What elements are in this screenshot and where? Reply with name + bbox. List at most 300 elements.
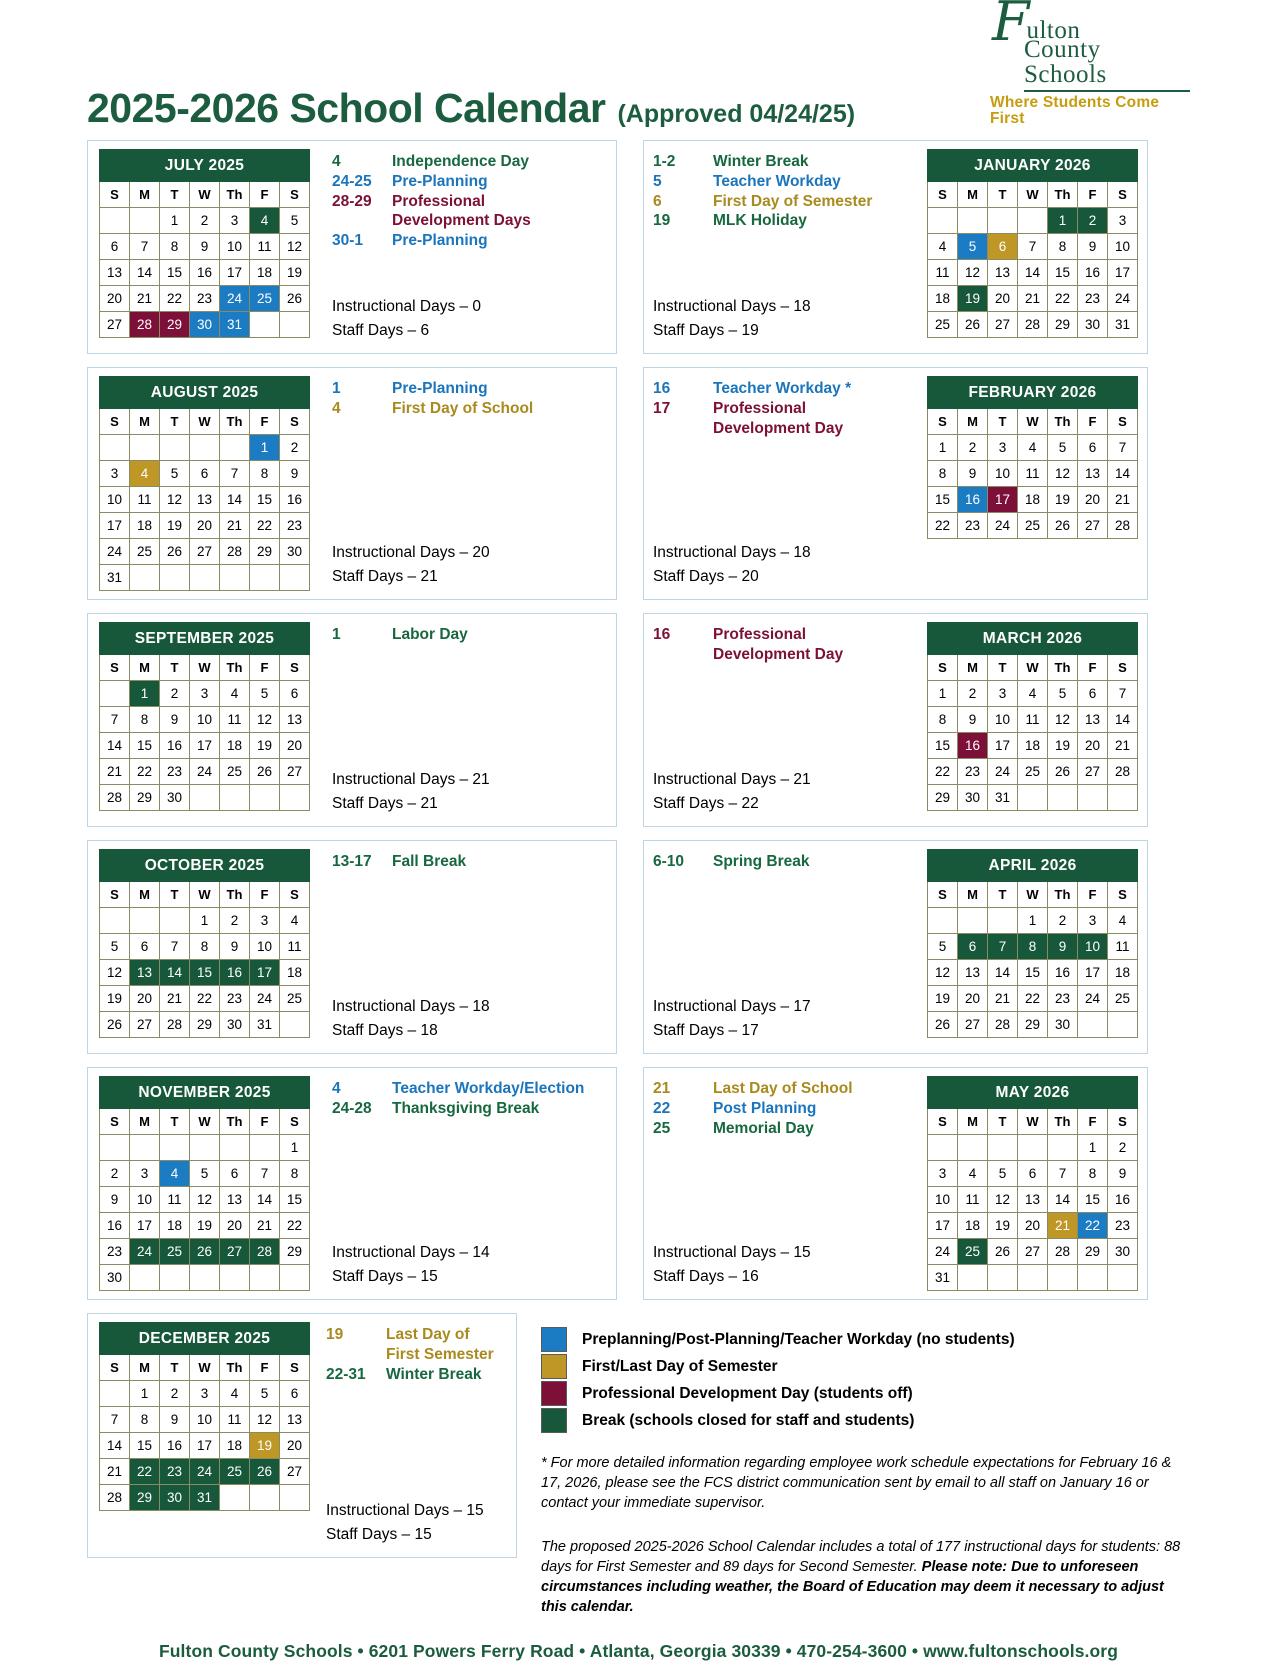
day-cell: 1 (928, 681, 958, 707)
event-label: Development Days (392, 212, 531, 230)
staff-days: Staff Days – 15 (326, 1525, 432, 1543)
event-list (332, 1079, 607, 1119)
day-cell: 11 (130, 487, 160, 513)
instructional-days: Instructional Days – 18 (653, 297, 811, 315)
legend-and-notes (541, 1313, 1190, 1617)
day-counts (653, 1241, 915, 1291)
event-dates (326, 1345, 386, 1365)
day-cell: 30 (190, 312, 220, 338)
day-of-week-header: M (958, 882, 988, 908)
event-label: Post Planning (713, 1099, 817, 1117)
page-footer: Fulton County Schools • 6201 Powers Ferry Road • Atlanta, Georgia 30339 • 470-254-3600 • www.fultonschools.org (158, 1641, 1119, 1661)
day-cell: 25 (220, 1459, 250, 1485)
day-cell: 18 (1108, 960, 1138, 986)
day-cell: 16 (958, 487, 988, 513)
month-calendar (99, 1322, 310, 1549)
day-cell: 28 (100, 1485, 130, 1511)
day-of-week-row (928, 182, 1138, 208)
day-cell: 8 (250, 461, 280, 487)
day-of-week-header: W (1018, 409, 1048, 435)
day-cell: 24 (130, 1239, 160, 1265)
day-counts (326, 1499, 507, 1549)
day-cell: 24 (988, 513, 1018, 539)
event-dates: 28-29 (332, 192, 372, 210)
week-row (100, 707, 310, 733)
event-dates: 4 (332, 1080, 341, 1097)
day-cell: 5 (160, 461, 190, 487)
day-cell: 11 (928, 260, 958, 286)
day-cell: 13 (1078, 707, 1108, 733)
day-of-week-header: S (928, 1109, 958, 1135)
month-notes (653, 149, 915, 345)
day-cell: 30 (280, 539, 310, 565)
page-title: 2025-2026 School Calendar (87, 85, 606, 131)
day-cell (250, 565, 280, 591)
day-cell: 26 (1048, 759, 1078, 785)
day-cell: 11 (1108, 934, 1138, 960)
day-of-week-header: Th (220, 182, 250, 208)
day-cell (130, 435, 160, 461)
day-cell: 21 (100, 1459, 130, 1485)
day-cell: 4 (250, 208, 280, 234)
event-dates (332, 211, 392, 231)
day-cell: 29 (190, 1012, 220, 1038)
day-cell: 22 (928, 513, 958, 539)
month-table (99, 1076, 310, 1291)
day-counts (332, 768, 607, 818)
instructional-days: Instructional Days – 20 (332, 543, 490, 561)
month-notes (332, 149, 607, 345)
day-cell: 4 (130, 461, 160, 487)
week-row (928, 934, 1138, 960)
week-row (100, 1433, 310, 1459)
staff-days: Staff Days – 21 (332, 794, 438, 812)
day-cell (928, 908, 958, 934)
day-cell: 30 (958, 785, 988, 811)
day-cell: 13 (190, 487, 220, 513)
day-of-week-header: Th (220, 882, 250, 908)
day-cell: 22 (190, 986, 220, 1012)
day-cell: 5 (250, 681, 280, 707)
day-cell: 28 (1108, 759, 1138, 785)
day-of-week-row (928, 1109, 1138, 1135)
day-cell: 27 (958, 1012, 988, 1038)
day-cell: 10 (928, 1187, 958, 1213)
day-of-week-header: F (250, 409, 280, 435)
day-cell: 8 (1018, 934, 1048, 960)
week-row (100, 1012, 310, 1038)
day-cell: 29 (1078, 1239, 1108, 1265)
day-cell: 23 (160, 1459, 190, 1485)
event-dates: 24-28 (332, 1099, 372, 1117)
day-cell: 17 (1108, 260, 1138, 286)
footnote-bold-text: Please note: Due to unforeseen circumstances including weather, the Board of Education may deem it necessary to adjust this calendar. (541, 1559, 1164, 1615)
legend (541, 1327, 1190, 1433)
day-cell: 7 (250, 1161, 280, 1187)
month-title: DECEMBER 2025 (100, 1323, 310, 1355)
event-dates: 16 (653, 380, 671, 397)
day-cell: 31 (220, 312, 250, 338)
day-of-week-header: F (1078, 409, 1108, 435)
day-of-week-header: W (1018, 1109, 1048, 1135)
day-cell: 1 (928, 435, 958, 461)
day-of-week-header: S (100, 182, 130, 208)
day-cell: 8 (130, 707, 160, 733)
day-cell: 13 (100, 260, 130, 286)
event-dates: 13-17 (332, 853, 372, 870)
day-of-week-header: S (1108, 655, 1138, 681)
day-cell (280, 785, 310, 811)
day-cell: 18 (130, 513, 160, 539)
week-row (100, 1213, 310, 1239)
day-of-week-header: W (190, 882, 220, 908)
day-cell: 8 (1078, 1161, 1108, 1187)
day-cell: 16 (1078, 260, 1108, 286)
event-dates: 5 (653, 172, 662, 190)
day-cell: 21 (1108, 487, 1138, 513)
month-table (99, 622, 310, 811)
week-row (100, 733, 310, 759)
day-of-week-header: S (928, 409, 958, 435)
event-label: Professional (713, 399, 807, 417)
day-cell: 3 (190, 1381, 220, 1407)
day-cell: 8 (190, 934, 220, 960)
week-row (100, 1407, 310, 1433)
event-row (332, 625, 607, 645)
event-label: Last Day of (386, 1326, 470, 1343)
day-of-week-header: W (190, 1109, 220, 1135)
week-row (100, 565, 310, 591)
day-of-week-row (100, 655, 310, 681)
month-section (87, 140, 617, 354)
blue-swatch (541, 1327, 567, 1352)
day-cell: 29 (130, 1485, 160, 1511)
day-cell (958, 208, 988, 234)
week-row (928, 1161, 1138, 1187)
footnote-february-workday: * For more detailed information regarding employee work schedule expectations for February 16 & 17, 2026, please see the FCS district communication sent by email to all staff on January 16 or contact your immediate supervisor. (541, 1455, 1172, 1511)
day-of-week-header: F (250, 182, 280, 208)
staff-days: Staff Days – 21 (332, 567, 438, 585)
day-cell: 6 (280, 1381, 310, 1407)
day-of-week-header: T (160, 882, 190, 908)
day-cell (220, 1265, 250, 1291)
month-notes (653, 376, 915, 591)
day-cell: 27 (1078, 513, 1108, 539)
day-of-week-header: F (1078, 655, 1108, 681)
fulton-county-schools-logo (990, 0, 1190, 126)
day-cell: 30 (160, 1485, 190, 1511)
day-cell (130, 1265, 160, 1291)
day-cell: 23 (1048, 986, 1078, 1012)
day-cell: 17 (988, 733, 1018, 759)
day-of-week-header: W (190, 409, 220, 435)
day-cell: 23 (1108, 1213, 1138, 1239)
event-dates: 19 (653, 212, 671, 230)
day-cell: 30 (1078, 312, 1108, 338)
day-cell: 29 (928, 785, 958, 811)
day-cell: 2 (280, 435, 310, 461)
day-cell: 27 (988, 312, 1018, 338)
day-cell: 24 (988, 759, 1018, 785)
legend-item (541, 1327, 1190, 1352)
month-notes (653, 1076, 915, 1291)
event-dates: 1 (332, 380, 341, 397)
day-of-week-header: S (100, 655, 130, 681)
week-row (928, 487, 1138, 513)
day-counts (332, 995, 607, 1045)
event-row (653, 172, 915, 192)
day-cell: 19 (1048, 487, 1078, 513)
month-section (643, 840, 1148, 1054)
day-cell: 7 (130, 234, 160, 260)
day-cell (958, 1135, 988, 1161)
day-cell (190, 435, 220, 461)
month-notes (332, 1076, 607, 1291)
day-cell (988, 208, 1018, 234)
week-row (928, 681, 1138, 707)
week-row (100, 1265, 310, 1291)
week-row (100, 1485, 310, 1511)
week-row (100, 208, 310, 234)
day-cell: 24 (220, 286, 250, 312)
day-counts (653, 541, 915, 591)
day-cell: 26 (280, 286, 310, 312)
day-of-week-header: M (130, 182, 160, 208)
day-cell (160, 1265, 190, 1291)
day-of-week-header: T (160, 1355, 190, 1381)
event-row (332, 172, 607, 192)
month-table (927, 849, 1138, 1038)
week-row (100, 908, 310, 934)
month-section (87, 1313, 517, 1558)
event-label: Professional (713, 626, 807, 643)
event-row (653, 1099, 915, 1119)
day-cell: 9 (958, 707, 988, 733)
day-cell (1108, 1012, 1138, 1038)
month-title: APRIL 2026 (928, 850, 1138, 882)
day-cell: 17 (130, 1213, 160, 1239)
day-cell: 9 (160, 707, 190, 733)
day-of-week-header: T (988, 1109, 1018, 1135)
day-cell: 2 (958, 435, 988, 461)
day-cell: 10 (130, 1187, 160, 1213)
legend-label: Professional Development Day (students off) (582, 1384, 913, 1402)
day-cell: 22 (130, 759, 160, 785)
month-title: AUGUST 2025 (100, 377, 310, 409)
month-notes (332, 849, 607, 1045)
day-of-week-header: S (1108, 182, 1138, 208)
staff-days: Staff Days – 18 (332, 1021, 438, 1039)
day-of-week-header: F (250, 882, 280, 908)
logo-script-f: F (992, 0, 1030, 53)
day-cell (1078, 1012, 1108, 1038)
day-of-week-row (100, 409, 310, 435)
day-cell: 21 (130, 286, 160, 312)
day-cell: 22 (280, 1213, 310, 1239)
event-dates: 25 (653, 1119, 671, 1137)
week-row (100, 487, 310, 513)
day-cell (100, 1381, 130, 1407)
month-table (927, 622, 1138, 811)
day-cell: 19 (100, 986, 130, 1012)
legend-label: First/Last Day of Semester (582, 1357, 778, 1375)
week-row (928, 733, 1138, 759)
approved-date: (Approved 04/24/25) (617, 100, 856, 128)
day-cell: 17 (988, 487, 1018, 513)
day-cell: 16 (160, 1433, 190, 1459)
instructional-days: Instructional Days – 15 (326, 1501, 484, 1519)
day-cell: 21 (220, 513, 250, 539)
day-cell: 15 (1048, 260, 1078, 286)
calendar-row (87, 140, 1190, 354)
instructional-days: Instructional Days – 14 (332, 1243, 490, 1261)
event-label: First Day of Semester (713, 192, 873, 210)
day-cell: 18 (220, 1433, 250, 1459)
week-row (928, 461, 1138, 487)
month-notes (332, 376, 607, 591)
day-cell (928, 1135, 958, 1161)
event-list (653, 152, 915, 231)
week-row (928, 312, 1138, 338)
day-cell (1078, 785, 1108, 811)
event-list (326, 1325, 507, 1384)
day-cell: 16 (100, 1213, 130, 1239)
day-cell: 12 (190, 1187, 220, 1213)
day-cell: 17 (220, 260, 250, 286)
day-cell: 9 (160, 1407, 190, 1433)
green-swatch (541, 1408, 567, 1433)
day-cell: 11 (958, 1187, 988, 1213)
month-calendar (927, 376, 1138, 591)
event-row (653, 419, 915, 439)
day-cell: 12 (280, 234, 310, 260)
day-cell: 26 (250, 1459, 280, 1485)
month-section (87, 840, 617, 1054)
day-cell (250, 1265, 280, 1291)
day-cell: 27 (280, 1459, 310, 1485)
day-cell: 5 (958, 234, 988, 260)
day-cell: 5 (280, 208, 310, 234)
day-cell: 10 (988, 461, 1018, 487)
day-of-week-header: S (1108, 409, 1138, 435)
day-cell: 6 (1018, 1161, 1048, 1187)
event-row (653, 645, 915, 665)
day-cell: 3 (988, 681, 1018, 707)
month-table (99, 1322, 310, 1511)
event-row (332, 231, 607, 251)
day-cell: 18 (1018, 733, 1048, 759)
day-cell (190, 785, 220, 811)
instructional-days: Instructional Days – 0 (332, 297, 482, 315)
day-of-week-header: T (988, 882, 1018, 908)
week-row (100, 1135, 310, 1161)
footnote-instructional-total (541, 1537, 1190, 1617)
day-of-week-row (100, 1355, 310, 1381)
day-cell: 15 (130, 733, 160, 759)
day-cell: 7 (160, 934, 190, 960)
day-cell: 14 (160, 960, 190, 986)
day-cell: 13 (220, 1187, 250, 1213)
day-cell (250, 312, 280, 338)
day-cell: 10 (220, 234, 250, 260)
day-cell (988, 1135, 1018, 1161)
day-cell: 19 (928, 986, 958, 1012)
staff-days: Staff Days – 19 (653, 321, 759, 339)
day-cell: 23 (190, 286, 220, 312)
day-cell: 2 (1048, 908, 1078, 934)
day-cell: 9 (280, 461, 310, 487)
day-cell: 7 (100, 707, 130, 733)
event-label: Pre-Planning (392, 232, 488, 250)
day-cell: 9 (220, 934, 250, 960)
day-cell (958, 908, 988, 934)
day-cell: 4 (280, 908, 310, 934)
day-cell: 22 (1018, 986, 1048, 1012)
day-of-week-row (928, 409, 1138, 435)
event-label: First Day of School (392, 399, 534, 417)
day-of-week-header: W (190, 1355, 220, 1381)
day-cell (1048, 785, 1078, 811)
day-cell: 26 (928, 1012, 958, 1038)
day-of-week-header: Th (220, 655, 250, 681)
day-cell: 10 (1108, 234, 1138, 260)
day-cell: 2 (160, 1381, 190, 1407)
event-row (326, 1365, 507, 1385)
day-of-week-header: Th (220, 1355, 250, 1381)
day-cell: 3 (928, 1161, 958, 1187)
month-table (99, 149, 310, 338)
week-row (100, 759, 310, 785)
day-cell (160, 1135, 190, 1161)
staff-days: Staff Days – 6 (332, 321, 430, 339)
event-row (653, 1079, 915, 1099)
week-row (100, 1459, 310, 1485)
month-table (927, 1076, 1138, 1291)
day-cell (190, 1265, 220, 1291)
day-cell (220, 1485, 250, 1511)
day-cell: 24 (190, 759, 220, 785)
logo-tagline: Where Students Come First (990, 94, 1160, 127)
month-notes (326, 1322, 507, 1549)
day-of-week-header: S (280, 882, 310, 908)
day-cell: 18 (220, 733, 250, 759)
calendar-row (87, 367, 1190, 600)
day-cell: 23 (280, 513, 310, 539)
day-cell: 11 (220, 707, 250, 733)
day-cell: 1 (130, 681, 160, 707)
day-cell: 27 (1078, 759, 1108, 785)
week-row (928, 260, 1138, 286)
day-of-week-row (928, 882, 1138, 908)
instructional-days: Instructional Days – 18 (332, 997, 490, 1015)
day-cell: 21 (988, 986, 1018, 1012)
day-cell: 26 (100, 1012, 130, 1038)
day-cell: 10 (1078, 934, 1108, 960)
day-of-week-header: S (100, 409, 130, 435)
day-cell: 14 (1018, 260, 1048, 286)
day-cell: 31 (190, 1485, 220, 1511)
day-cell: 7 (220, 461, 250, 487)
day-cell (100, 681, 130, 707)
day-of-week-header: S (928, 655, 958, 681)
day-cell: 31 (100, 565, 130, 591)
day-of-week-row (928, 655, 1138, 681)
day-cell: 31 (928, 1265, 958, 1291)
day-cell: 27 (100, 312, 130, 338)
day-cell: 22 (250, 513, 280, 539)
day-cell: 28 (160, 1012, 190, 1038)
week-row (928, 1187, 1138, 1213)
